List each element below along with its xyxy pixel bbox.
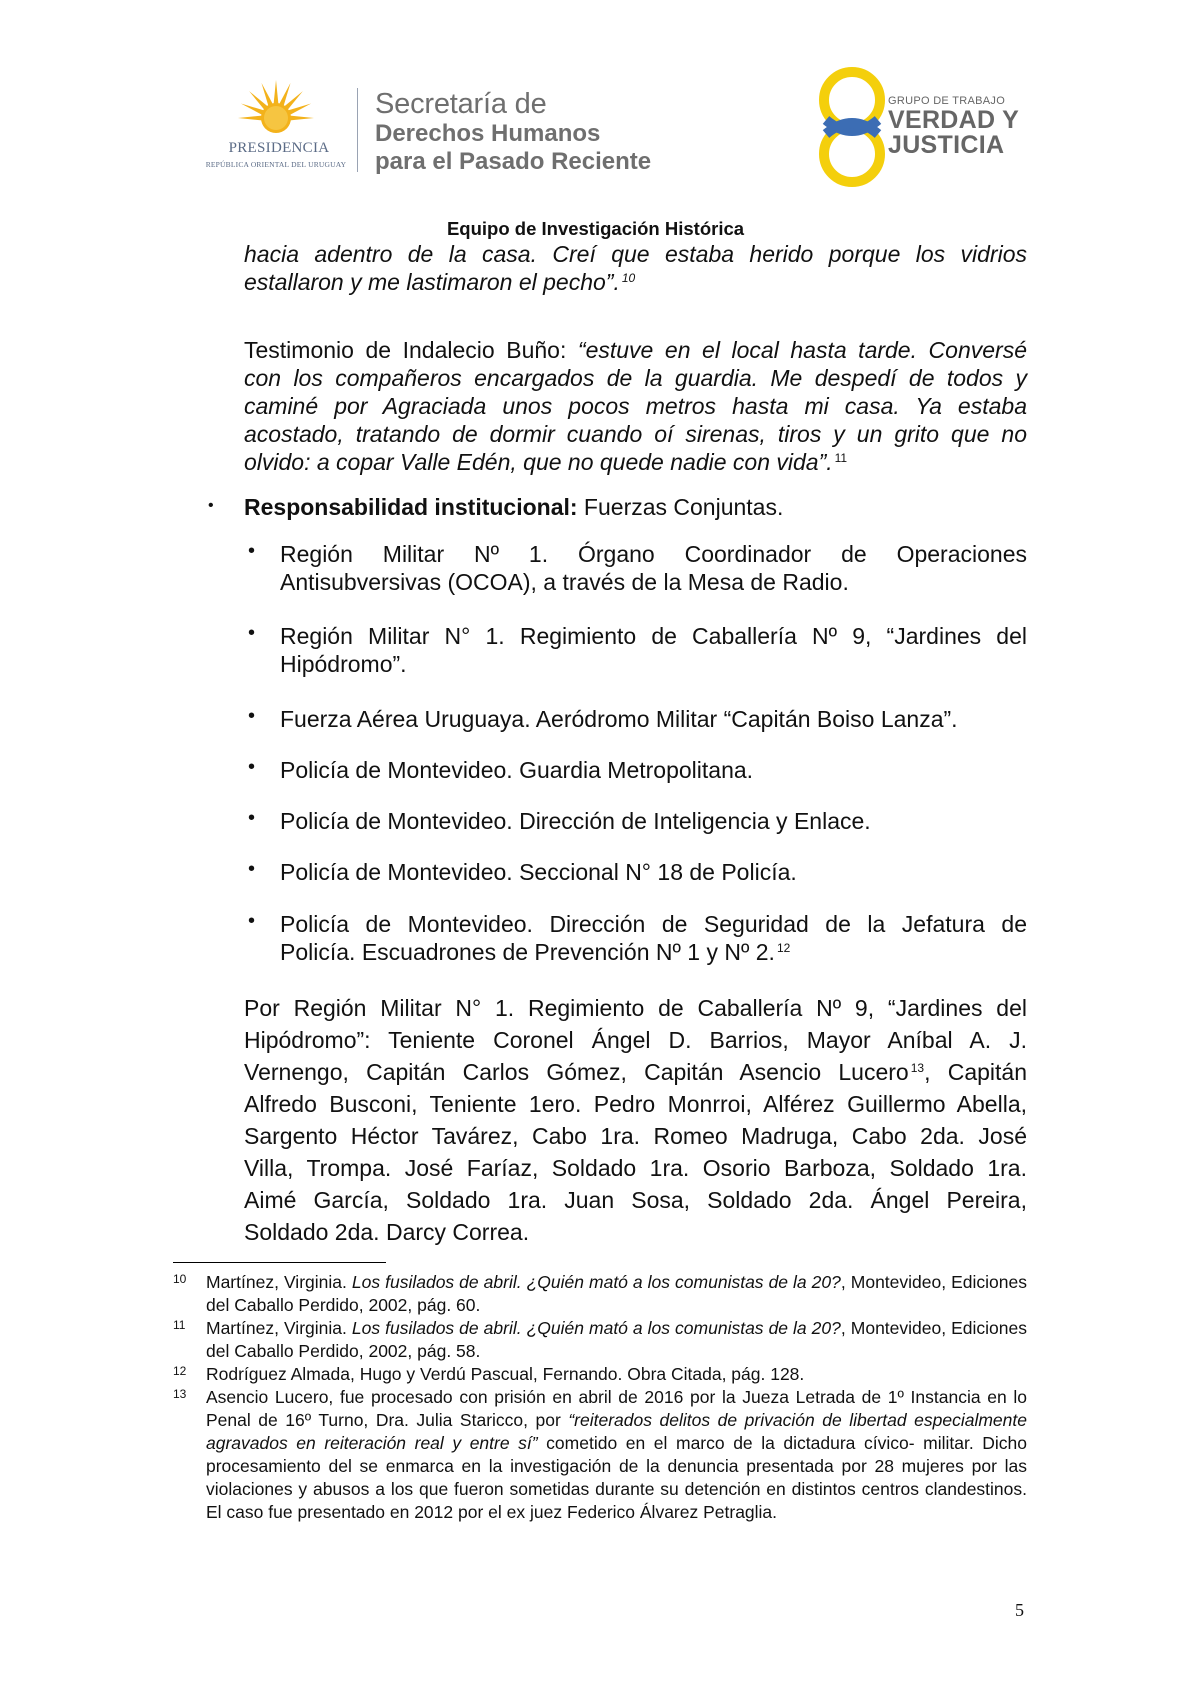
item-1-line-2: Antisubversivas (OCOA), a través de la Mesa de Radio. — [280, 569, 849, 595]
presidencia-logo — [196, 78, 356, 178]
quote-line-1: hacia adentro de la casa. Creí que estaba herido porque los vidrios — [244, 241, 1027, 267]
item-5-line-1: Policía de Montevideo. Dirección de Inteligencia y Enlace. — [280, 808, 871, 834]
sub-bullet-icon: • — [248, 622, 256, 644]
footnote-10-rest: , Montevideo, Ediciones del Caballo Perdido, 2002, pág. 60. — [206, 1272, 1027, 1315]
personnel-line-3-text: Vernengo, Capitán Carlos Gómez, Capitán Asencio Lucero — [244, 1059, 909, 1085]
personnel-line-4: Alfredo Busconi, Teniente 1ero. Pedro Monrroi, Alférez Guillermo Abella, — [244, 1091, 1027, 1117]
footnote-11-author: Martínez, Virginia. — [206, 1318, 352, 1338]
sub-bullet-icon: • — [248, 756, 256, 778]
personnel-line-3 — [244, 1056, 1027, 1088]
footnote-13-post: cometido en el marco de la dictadura cívico- militar. Dicho procesamiento del se enmarca en la investigación de la denuncia presentada por 28 mujeres por las violaciones y abusos a los que fueron sometidas durante su detención en distintos centros clandestinos. El caso fue presentado en 2012 por el ex juez Federico Álvarez Petraglia. — [206, 1433, 1028, 1522]
footnote-separator — [173, 1262, 386, 1263]
footnote-ref-10[interactable]: 10 — [621, 271, 636, 285]
personnel-line-7: Aimé García, Soldado 1ra. Juan Sosa, Soldado 2da. Ángel Pereira, — [244, 1187, 1027, 1213]
item-7-line-2-text: Policía. Escuadrones de Prevención Nº 1 y Nº 2. — [280, 939, 775, 965]
footnote-11-title: Los fusilados de abril. ¿Quién mató a los comunistas de la 20? — [351, 1318, 841, 1338]
testimonio-line-4: acostado, tratando de dormir cuando oí sirenas, tiros y un grito que no — [244, 421, 1027, 447]
list-item — [280, 807, 1027, 835]
footnote-number: 13 — [173, 1387, 187, 1401]
sub-bullet-icon: • — [248, 910, 256, 932]
footnote-ref-11[interactable]: 11 — [834, 451, 848, 465]
list-item — [280, 705, 1027, 733]
footnote-11 — [206, 1317, 1027, 1363]
item-2-line-1: Región Militar N° 1. Regimiento de Caballería Nº 9, “Jardines del — [280, 623, 1027, 649]
sun-emblem-icon — [196, 78, 356, 148]
quote-line-2 — [244, 268, 1027, 296]
verdad-justicia-rings-icon — [812, 62, 892, 192]
footnote-number: 12 — [173, 1364, 187, 1378]
responsabilidad-value: Fuerzas Conjuntas. — [577, 494, 784, 520]
presidencia-wordmark: PRESIDENCIA — [228, 140, 330, 156]
list-item — [280, 540, 1027, 596]
testimonio-line-3: caminé por Agraciada unos pocos metros hasta mi casa. Ya estaba — [244, 393, 1027, 419]
personnel-line-6: Villa, Trompa. José Faríaz, Soldado 1ra. Osorio Barboza, Soldado 1ra. — [244, 1155, 1027, 1181]
footnote-number: 11 — [173, 1318, 186, 1332]
item-7-line-1: Policía de Montevideo. Dirección de Seguridad de la Jefatura de — [280, 911, 1027, 937]
responsabilidad-heading — [244, 493, 1027, 521]
footnote-11-rest: , Montevideo, Ediciones del Caballo Perdido, 2002, pág. 58. — [206, 1318, 1027, 1361]
quote-continuation — [244, 240, 1027, 296]
testimonio-line-5 — [244, 448, 1027, 476]
item-3-line-1: Fuerza Aérea Uruguaya. Aeródromo Militar “Capitán Boiso Lanza”. — [280, 706, 958, 732]
item-6-line-1: Policía de Montevideo. Seccional N° 18 de Policía. — [280, 859, 797, 885]
list-item — [280, 910, 1027, 966]
footnote-10 — [206, 1271, 1027, 1317]
sub-bullet-icon: • — [248, 540, 256, 562]
testimonio-paragraph — [244, 336, 1027, 476]
list-item — [280, 756, 1027, 784]
personnel-line-2: Hipódromo”: Teniente Coronel Ángel D. Barrios, Mayor Aníbal A. J. — [244, 1027, 1027, 1053]
footnote-ref-12[interactable]: 12 — [776, 941, 791, 955]
footnote-13-pre: Asencio Lucero, fue procesado con prisión en abril de 2016 por la Jueza Letrada de 1º Instancia en lo Penal de 16º Turno, Dra. Julia Staricco, por — [206, 1387, 1027, 1430]
bullet-icon: • — [208, 497, 214, 514]
list-item — [280, 858, 1027, 886]
item-7-line-2 — [280, 938, 1027, 966]
personnel-line-5: Sargento Héctor Tavárez, Cabo 1ra. Romeo Madruga, Cabo 2da. José — [244, 1123, 1027, 1149]
footnote-13-italic: “reiterados delitos de privación de libertad especialmente agravados en reiteración real y entre sí” — [206, 1410, 1027, 1453]
verdad-justicia-wordmark — [888, 95, 1048, 158]
personnel-line-3-tail: , Capitán — [924, 1059, 1027, 1085]
page-number: 5 — [1015, 1600, 1024, 1620]
secretaria-line-2: Derechos Humanos — [375, 120, 601, 147]
presidencia-subtitle: REPÚBLICA ORIENTAL DEL URUGUAY — [205, 160, 347, 169]
testimonio-quote-5: olvido: a copar Valle Edén, que no quede nadie con vida”. — [244, 449, 833, 475]
personnel-line-8: Soldado 2da. Darcy Correa. — [244, 1219, 530, 1245]
gtvj-line-2: VERDAD Y — [888, 106, 1020, 134]
testimonio-label: Testimonio de Indalecio Buño: — [244, 337, 578, 363]
secretaria-line-1: Secretaría de — [375, 88, 547, 120]
footnote-12: Rodríguez Almada, Hugo y Verdú Pascual, Fernando. Obra Citada, pág. 128. — [206, 1364, 805, 1384]
sub-bullet-icon: • — [248, 807, 256, 829]
secretaria-wordmark — [375, 88, 705, 176]
footnote-number: 10 — [173, 1272, 187, 1286]
personnel-line-1: Por Región Militar N° 1. Regimiento de Caballería Nº 9, “Jardines del — [244, 995, 1027, 1021]
sub-bullet-icon: • — [248, 705, 256, 727]
item-1-line-1: Región Militar Nº 1. Órgano Coordinador de Operaciones — [280, 541, 1027, 567]
footnote-10-title: Los fusilados de abril. ¿Quién mató a los comunistas de la 20? — [351, 1272, 841, 1292]
gtvj-line-3: JUSTICIA — [888, 131, 1005, 159]
gtvj-line-1: GRUPO DE TRABAJO — [888, 95, 1006, 107]
footnote-ref-13[interactable]: 13 — [910, 1061, 925, 1075]
team-title: Equipo de Investigación Histórica — [446, 218, 745, 239]
header-divider — [357, 88, 358, 172]
footnote-10-author: Martínez, Virginia. — [206, 1272, 352, 1292]
footnote-13 — [206, 1386, 1027, 1524]
responsabilidad-line — [244, 493, 1027, 521]
personnel-paragraph — [244, 992, 1027, 1248]
quote-line-2-text: estallaron y me lastimaron el pecho”. — [244, 269, 620, 295]
secretaria-line-3: para el Pasado Reciente — [375, 148, 652, 175]
testimonio-line-2: con los compañeros encargados de la guardia. Me despedí de todos y — [244, 365, 1027, 391]
testimonio-line-1 — [244, 336, 1027, 364]
item-2-line-2: Hipódromo”. — [280, 651, 407, 677]
testimonio-quote-1: “estuve en el local hasta tarde. Conversé — [577, 337, 1027, 363]
item-4-line-1: Policía de Montevideo. Guardia Metropolitana. — [280, 757, 754, 783]
sub-bullet-icon: • — [248, 858, 256, 880]
list-item — [280, 622, 1027, 678]
responsabilidad-label: Responsabilidad institucional: — [244, 494, 578, 520]
